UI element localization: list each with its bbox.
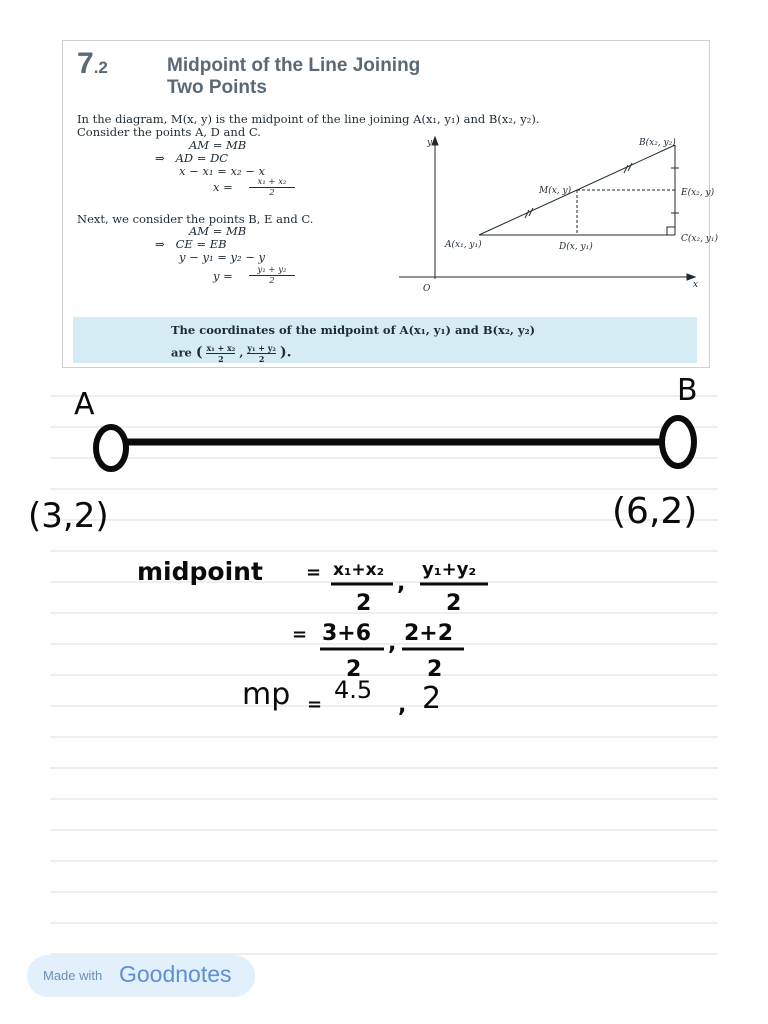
y-fraction: $\frac{\text{y₁ + y₂}}{2}$ xyxy=(249,265,295,286)
point-b-label: B(x₂, y₂) xyxy=(639,138,676,148)
point-a-label: A(x₁, y₁) xyxy=(445,240,482,250)
origin-label: O xyxy=(423,284,431,294)
y-step-1: AM = MB xyxy=(189,224,247,238)
x-step-1: AM = MB xyxy=(189,138,247,152)
point-a-letter: A xyxy=(74,387,95,422)
formula-y-denominator: 2 xyxy=(446,591,462,616)
midpoint-formula: are ( $\frac{\text{x₁ + x₂}}{2}$ , $\frac{\text{y₁ + y₂}}{2}$ ). xyxy=(171,343,292,364)
point-m-label: M(x, y) xyxy=(539,186,572,196)
midpoint-word: midpoint xyxy=(137,557,263,586)
endpoint-a-circle xyxy=(96,427,126,469)
x-fraction: $\frac{\text{x₁ + x₂}}{2}$ xyxy=(249,177,295,198)
substitution-equals: = xyxy=(292,624,308,645)
mp-label: mp xyxy=(242,677,291,712)
point-a-coordinates: (3,2) xyxy=(28,496,109,536)
point-b-coordinates: (6,2) xyxy=(612,491,698,532)
result-y-value: 2 xyxy=(422,681,442,716)
point-d-label: D(x, y₁) xyxy=(559,242,593,252)
midpoint-callout-box: The coordinates of the midpoint of A(x₁, y₁) and B(x₂, y₂) are ( $\frac{\text{x₁ + x₂}}{2}$ , $\frac{\text{y₁ + y₂}}{2}$ ). xyxy=(73,317,697,363)
result-comma: , xyxy=(398,693,407,718)
x-step-3: x − x₁ = x₂ − x xyxy=(179,164,266,178)
section-number: 7.2 xyxy=(77,47,108,80)
x-axis-label: x xyxy=(693,280,699,290)
y-axis-label: y xyxy=(427,138,433,148)
next-text: Next, we consider the points B, E and C. xyxy=(77,212,314,226)
y-step-2: ⇒ CE = EB xyxy=(155,237,227,251)
y-step-3: y − y₁ = y₂ − y xyxy=(179,250,266,264)
result-equals: = xyxy=(307,694,323,715)
x-step-4: x = xyxy=(213,180,233,194)
goodnotes-logo-text: Goodnotes xyxy=(119,961,232,987)
formula-x-denominator: 2 xyxy=(356,591,372,616)
point-e-label: E(x₂, y) xyxy=(681,188,715,198)
result-x-value: 4.5 xyxy=(334,676,373,704)
point-b-letter: B xyxy=(677,373,698,408)
substitution-y-numerator: 2+2 xyxy=(404,621,454,646)
formula-x-numerator: x₁+x₂ xyxy=(333,560,385,580)
point-c-label: C(x₂, y₁) xyxy=(681,234,719,244)
formula-comma: , xyxy=(397,571,406,596)
x-step-2: ⇒ AD = DC xyxy=(155,151,229,165)
formula-equals: = xyxy=(306,562,322,583)
substitution-x-denominator: 2 xyxy=(346,657,362,682)
y-step-4: y = xyxy=(213,269,233,283)
substitution-x-numerator: 3+6 xyxy=(322,621,372,646)
goodnotes-watermark xyxy=(27,955,255,997)
substitution-y-denominator: 2 xyxy=(427,657,443,682)
made-with-text: Made with xyxy=(43,968,103,983)
substitution-comma: , xyxy=(388,631,397,656)
section-title: Midpoint of the Line Joining Two Points xyxy=(167,55,421,98)
intro-text: In the diagram, M(x, y) is the midpoint of the line joining A(x₁, y₁) and B(x₂, y₂). Consider the points A, D and C. xyxy=(77,112,540,139)
formula-y-numerator: y₁+y₂ xyxy=(422,559,477,580)
endpoint-b-circle xyxy=(662,418,694,466)
